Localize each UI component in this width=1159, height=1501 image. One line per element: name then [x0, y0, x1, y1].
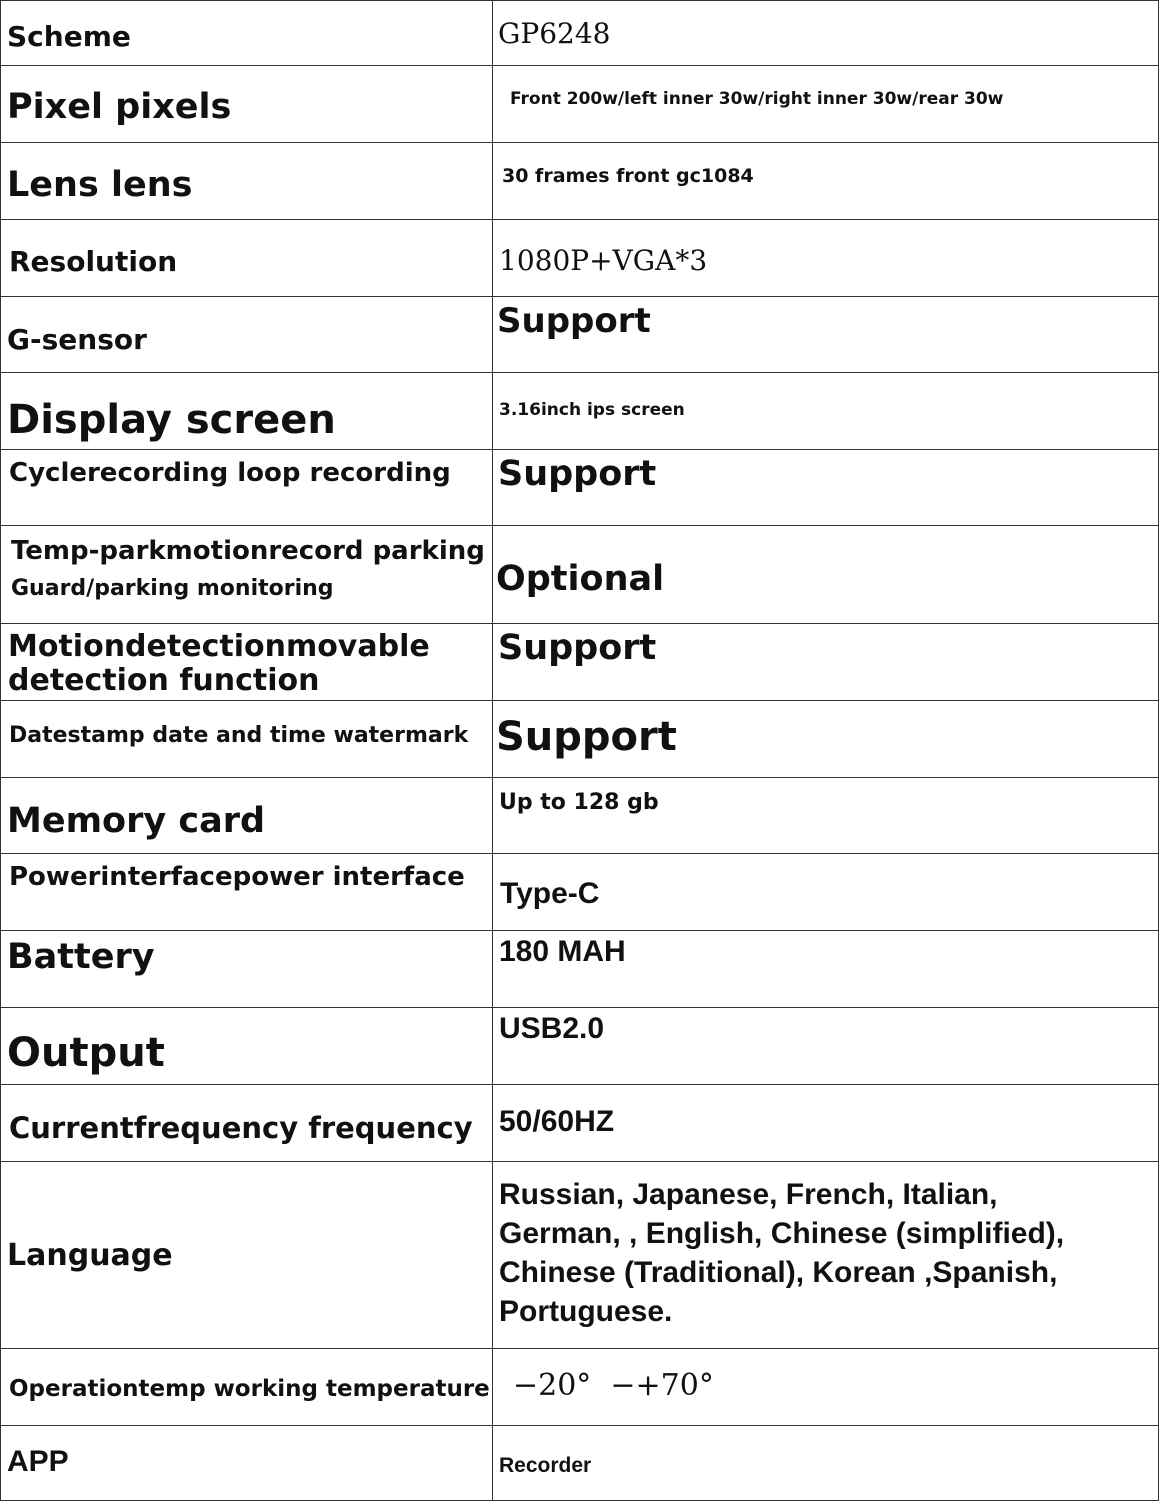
- language-line: Portuguese.: [499, 1295, 673, 1328]
- spec-label: Output: [1, 1008, 493, 1085]
- spec-value: 180 MAH: [493, 931, 1159, 1008]
- spec-value: Recorder: [493, 1426, 1159, 1501]
- spec-value: 1080P+VGA*3: [493, 220, 1159, 297]
- spec-label: Battery: [1, 931, 493, 1008]
- spec-label: Operationtemp working temperature: [1, 1349, 493, 1426]
- spec-row-lens: [1, 143, 1159, 220]
- spec-row-output: [1, 1008, 1159, 1085]
- spec-value: −20° −+70°: [493, 1349, 1159, 1426]
- spec-label: Pixel pixels: [1, 66, 493, 143]
- spec-row-gsensor: [1, 297, 1159, 373]
- spec-label: Memory card: [1, 778, 493, 854]
- spec-value: Support: [493, 297, 1159, 373]
- spec-row-loop-recording: [1, 450, 1159, 526]
- spec-label: G-sensor: [1, 297, 493, 373]
- spec-label: Powerinterfacepower interface: [1, 854, 493, 931]
- spec-label-line: Motiondetectionmovable: [8, 629, 430, 664]
- language-line: Russian, Japanese, French, Italian,: [499, 1178, 998, 1211]
- spec-value: Support: [493, 701, 1159, 778]
- spec-row-language: [1, 1162, 1159, 1349]
- spec-label: Cyclerecording loop recording: [1, 450, 493, 526]
- spec-label: Lens lens: [1, 143, 493, 220]
- spec-row-frequency: [1, 1085, 1159, 1162]
- spec-label: [1, 624, 493, 701]
- spec-label: Language: [1, 1162, 493, 1349]
- spec-row-operating-temp: [1, 1349, 1159, 1426]
- spec-value: 50/60HZ: [493, 1085, 1159, 1162]
- spec-row-pixels: [1, 66, 1159, 143]
- spec-row-parking-monitor: [1, 526, 1159, 624]
- spec-row-scheme: [1, 1, 1159, 66]
- spec-value: Front 200w/left inner 30w/right inner 30w/rear 30w: [493, 66, 1159, 143]
- spec-row-datestamp: [1, 701, 1159, 778]
- spec-label: Currentfrequency frequency: [1, 1085, 493, 1162]
- spec-row-motion-detection: [1, 624, 1159, 701]
- spec-label: Resolution: [1, 220, 493, 297]
- spec-value: GP6248: [493, 1, 1159, 66]
- spec-row-memory-card: [1, 778, 1159, 854]
- spec-label: Display screen: [1, 373, 493, 450]
- spec-label: APP: [1, 1426, 493, 1501]
- spec-value: 30 frames front gc1084: [493, 143, 1159, 220]
- spec-label-line: Guard/parking monitoring: [11, 576, 334, 601]
- spec-label: Scheme: [1, 1, 493, 66]
- spec-row-app: [1, 1426, 1159, 1501]
- spec-label-line: Temp-parkmotionrecord parking: [11, 536, 485, 566]
- spec-row-battery: [1, 931, 1159, 1008]
- spec-row-resolution: [1, 220, 1159, 297]
- spec-value: 3.16inch ips screen: [493, 373, 1159, 450]
- language-line: German, , English, Chinese (simplified),: [499, 1217, 1065, 1250]
- language-line: Chinese (Traditional), Korean ,Spanish,: [499, 1256, 1058, 1289]
- spec-value: Type-C: [493, 854, 1159, 931]
- spec-label: Datestamp date and time watermark: [1, 701, 493, 778]
- spec-label-line: detection function: [8, 663, 320, 698]
- spec-value: Support: [493, 450, 1159, 526]
- spec-value: USB2.0: [493, 1008, 1159, 1085]
- spec-value: [493, 1162, 1159, 1349]
- spec-value: Support: [493, 624, 1159, 701]
- spec-value: Up to 128 gb: [493, 778, 1159, 854]
- spec-row-display: [1, 373, 1159, 450]
- spec-value: Optional: [493, 526, 1159, 624]
- spec-row-power-interface: [1, 854, 1159, 931]
- spec-label: [1, 526, 493, 624]
